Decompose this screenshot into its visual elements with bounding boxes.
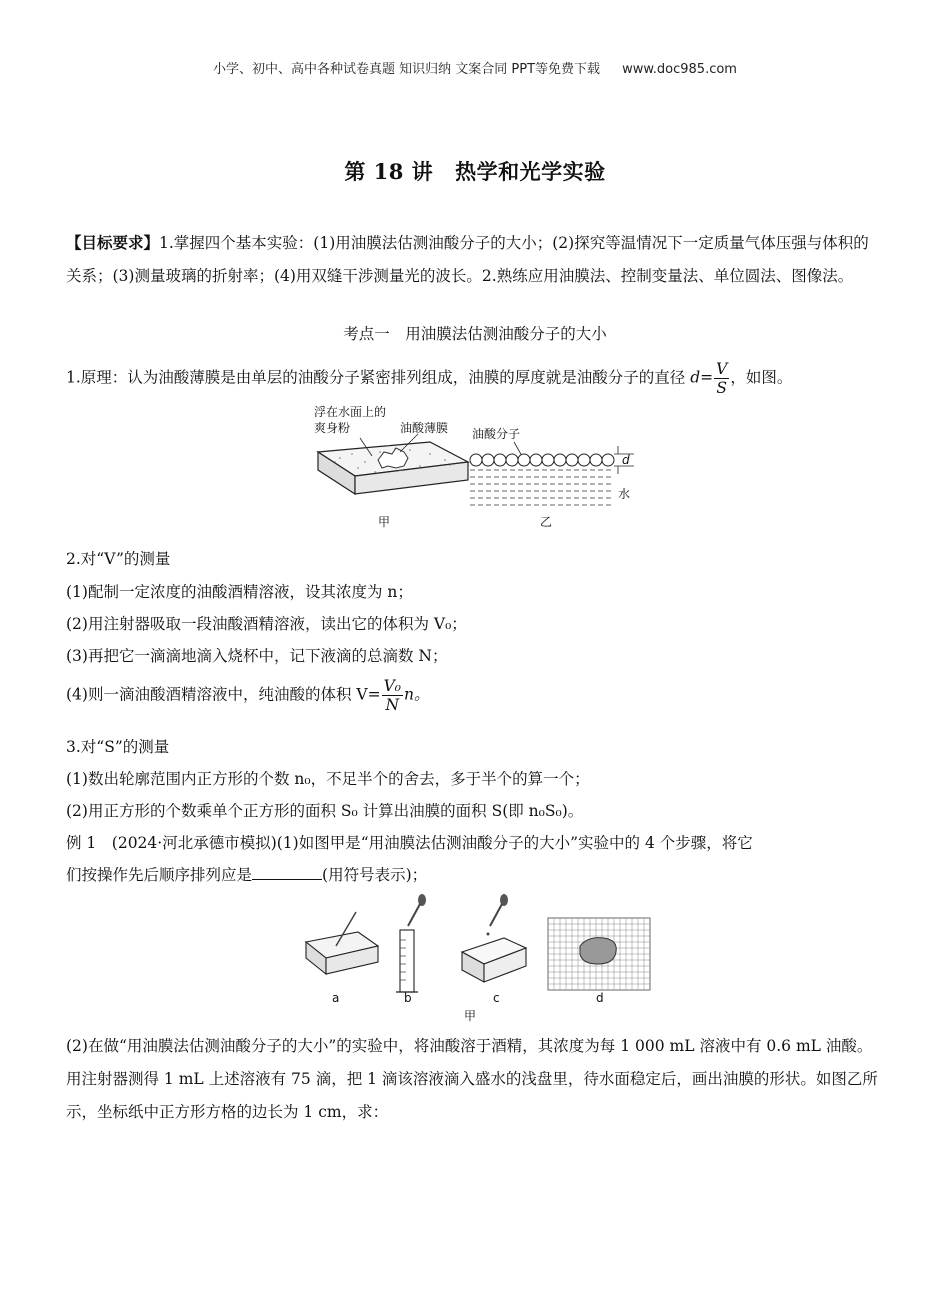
step-d-grid <box>548 918 650 990</box>
label-d: d <box>622 453 630 467</box>
lecture-number: 第 18 讲 <box>344 159 434 184</box>
item4-after: n。 <box>404 685 430 704</box>
label-molecule: 油酸分子 <box>472 427 521 441</box>
item4-fraction <box>382 677 403 714</box>
steps-caption: 甲 <box>464 1009 477 1022</box>
step-label-b: b <box>404 991 412 1005</box>
example-line-2-after: (用符号表示)； <box>322 866 428 884</box>
measure-s-heading: 3.对“S”的测量 <box>66 738 170 756</box>
label-powder-1: 浮在水面上的 <box>314 405 387 419</box>
label-film: 油酸薄膜 <box>400 421 449 435</box>
example-line-2-text: 们按操作先后顺序排列应是 <box>66 866 253 884</box>
example-line-2 <box>66 863 886 885</box>
measure-v-item-4 <box>66 677 886 714</box>
measure-s-item-1: (1)数出轮廓范围内正方形的个数 n₀，不足半个的舍去，多于半个的算一个； <box>66 770 590 788</box>
objectives-text: 1.掌握四个基本实验：(1)用油膜法估测油酸分子的大小；(2)探究等温情况下一定质量气体压强与体积的关系；(3)测量玻璃的折射率；(4)用双缝干涉测量光的波长。2.熟练应用油膜法、控制变量法、单位圆法、图像法。 <box>66 234 869 285</box>
answer-blank[interactable] <box>252 865 322 880</box>
step-a-tray <box>306 912 378 974</box>
molecule-row <box>470 454 614 466</box>
item4-numerator: V₀ <box>383 677 401 695</box>
objectives-paragraph <box>66 226 882 293</box>
step-label-c: c <box>493 991 500 1005</box>
item4-text: (4)则一滴油酸酒精溶液中，纯油酸的体积 V= <box>66 685 381 704</box>
example-part-2: (2)在做“用油膜法估测油酸分子的大小”的实验中，将油酸溶于酒精，其浓度为每 1 000 mL 溶液中有 0.6 mL 油酸。用注射器测得 1 mL 上述溶液有 75 滴，把 1 滴该溶液滴入盛水的浅盘里，待水面稳定后，画出油膜的形状。如图乙所示，坐标纸中正方形方格的边长为 1 cm，求： <box>66 1037 878 1121</box>
step-b-cylinder <box>396 894 426 992</box>
figure-oil-film <box>300 402 650 532</box>
principle-formula-lhs: d= <box>690 368 714 387</box>
water-lines <box>470 470 612 505</box>
lecture-topic: 热学和光学实验 <box>455 159 606 184</box>
step-label-d: d <box>596 991 604 1005</box>
header-ad-text: 小学、初中、高中各种试卷真题 知识归纳 文案合同 PPT等免费下载 <box>213 62 601 77</box>
caption-yi: 乙 <box>540 515 553 529</box>
objectives-label: 【目标要求】 <box>66 233 160 252</box>
figure-steps <box>296 890 666 1022</box>
page-header <box>0 58 950 77</box>
header-site-link[interactable]: www.doc985.com <box>622 62 737 77</box>
measure-v-heading: 2.对“V”的测量 <box>66 550 171 568</box>
caption-jia: 甲 <box>378 515 391 529</box>
example-line-1: 例 1 (2024·河北承德市模拟)(1)如图甲是“用油膜法估测油酸分子的大小”实验中的 4 个步骤，将它 <box>66 834 753 852</box>
label-powder-2: 爽身粉 <box>314 421 351 435</box>
label-water: 水 <box>618 487 631 501</box>
principle-text: 1.原理：认为油酸薄膜是由单层的油酸分子紧密排列组成，油膜的厚度就是油酸分子的直径 <box>66 368 691 387</box>
principle-line <box>66 360 886 397</box>
page-title <box>0 156 950 186</box>
measure-v-item-2: (2)用注射器吸取一段油酸酒精溶液，读出它的体积为 V₀； <box>66 615 467 633</box>
fraction-denominator: S <box>716 379 728 397</box>
step-label-a: a <box>332 991 340 1005</box>
principle-fraction <box>714 360 729 397</box>
measure-s-item-2: (2)用正方形的个数乘单个正方形的面积 S₀ 计算出油膜的面积 S(即 n₀S₀)。 <box>66 802 584 820</box>
step-c-tray <box>462 894 526 982</box>
fraction-numerator: V <box>716 360 728 378</box>
section-heading: 考点一 用油膜法估测油酸分子的大小 <box>343 325 607 343</box>
measure-v-item-3: (3)再把它一滴滴地滴入烧杯中，记下液滴的总滴数 N； <box>66 647 448 665</box>
principle-text-after: ，如图。 <box>730 368 793 387</box>
item4-denominator: N <box>385 696 400 714</box>
measure-v-item-1: (1)配制一定浓度的油酸酒精溶液，设其浓度为 n； <box>66 583 413 601</box>
